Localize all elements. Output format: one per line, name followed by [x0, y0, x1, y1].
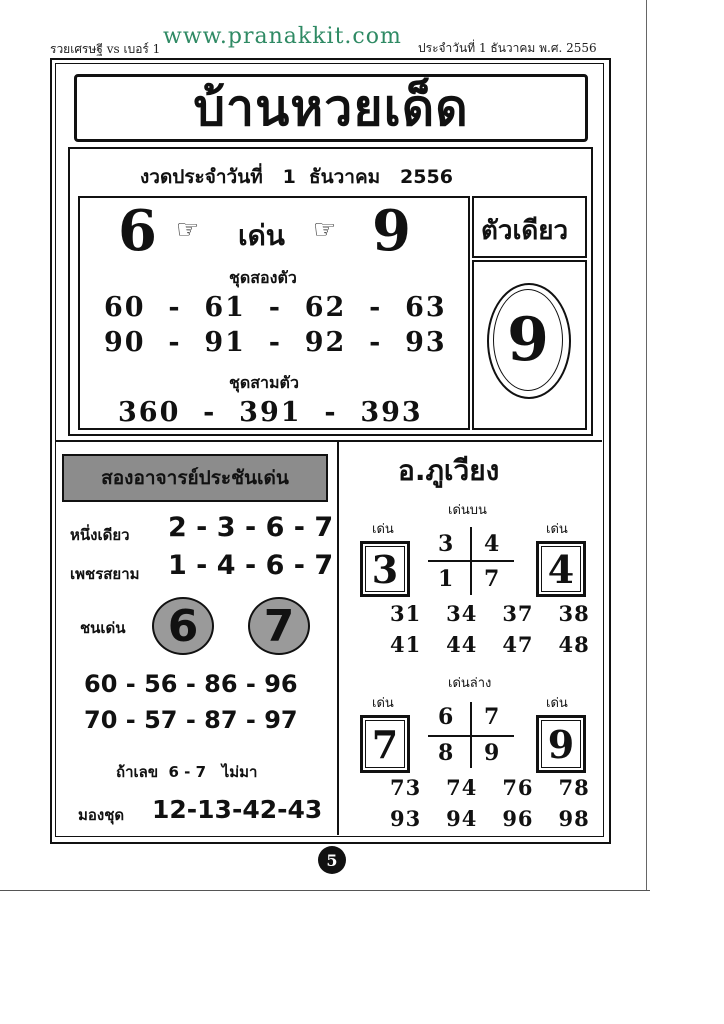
condition-note: ถ้าเลข 6 - 7 ไม่มา [116, 763, 258, 781]
upper-box-right [536, 541, 586, 597]
two-digit-row-1: 60 - 61 - 62 - 63 [104, 292, 447, 323]
lower-list-2: 93 94 96 98 [390, 806, 590, 831]
upper-list-2: 41 44 47 48 [390, 632, 590, 657]
line2-label: เพชรสยาม [70, 565, 140, 583]
lower-lead-label-right: เด่น [546, 696, 568, 711]
upper-lead-label-left: เด่น [372, 522, 394, 537]
page-number-badge [318, 846, 346, 874]
upper-lead-label-right: เด่น [546, 522, 568, 537]
lower-box-left-value: 7 [371, 721, 399, 767]
upper-box-left [360, 541, 410, 597]
page-right-edge [646, 0, 647, 890]
single-digit-label: ตัวเดียว [481, 216, 569, 246]
clash-circle-b [248, 597, 310, 655]
lead-word: เด่น [238, 219, 285, 252]
page-bottom-edge [0, 890, 650, 891]
lower-grid-cell: 8 [438, 740, 454, 766]
right-panel-heading: อ.ภูเวียง [398, 454, 500, 487]
upper-grid-cell: 3 [438, 531, 454, 557]
header-left-text: รวยเศรษฐี vs เบอร์ 1 [50, 42, 161, 56]
left-panel-banner [62, 454, 328, 502]
clash-number-b: 7 [263, 600, 295, 652]
line2-value: 1 - 4 - 6 - 7 [168, 550, 334, 581]
watch-set-value: 12-13-42-43 [152, 795, 323, 824]
clash-label: ชนเด่น [80, 619, 126, 637]
lower-box-left [360, 715, 410, 773]
clash-number-a: 6 [167, 600, 199, 652]
column-divider [337, 442, 339, 835]
single-digit-inner-oval [493, 289, 563, 391]
draw-date: งวดประจำวันที่ 1 ธันวาคม 2556 [140, 166, 453, 188]
lead-number-left: 6 [118, 198, 157, 264]
lower-grid-cell: 9 [484, 740, 500, 766]
upper-grid-cell: 1 [438, 566, 454, 592]
lower-box-right-value: 9 [547, 721, 575, 767]
lower-grid-cell: 6 [438, 704, 454, 730]
watch-set-label: มองชุด [78, 806, 125, 824]
upper-box-right-value: 4 [547, 546, 575, 592]
lower-lead-label-left: เด่น [372, 696, 394, 711]
lower-grid-horizontal-line [428, 735, 514, 737]
pointing-right-hand-icon: ☞ [176, 215, 200, 245]
upper-grid-cell: 4 [484, 531, 500, 557]
left-panel-banner-text: สองอาจารย์ประชันเด่น [101, 467, 289, 489]
upper-list-1: 31 34 37 38 [390, 601, 590, 626]
header-right-date: ประจำวันที่ 1 ธันวาคม พ.ศ. 2556 [418, 41, 597, 55]
page-title: บ้านหวยเด็ด [193, 78, 469, 137]
upper-box-left-value: 3 [371, 546, 399, 592]
title-box [74, 74, 588, 142]
pair-row-1: 60 - 56 - 86 - 96 [84, 670, 298, 698]
section-divider [55, 440, 602, 442]
upper-grid-horizontal-line [428, 560, 514, 562]
three-digit-row: 360 - 391 - 393 [118, 397, 423, 428]
header-site-url: www.pranakkit.com [163, 24, 402, 49]
upper-label: เด่นบน [448, 503, 487, 518]
page-number: 5 [326, 850, 338, 870]
line1-label: หนึ่งเดียว [70, 526, 130, 544]
two-digit-row-2: 90 - 91 - 92 - 93 [104, 327, 447, 358]
single-digit-value: 9 [507, 305, 549, 375]
lower-box-right [536, 715, 586, 773]
lower-grid-cell: 7 [484, 704, 500, 730]
three-digit-set-label: ชุดสามตัว [229, 373, 299, 392]
two-digit-set-label: ชุดสองตัว [229, 268, 297, 287]
pointing-right-hand-icon: ☞ [313, 215, 337, 245]
lower-label: เด่นล่าง [448, 676, 492, 691]
lower-list-1: 73 74 76 78 [390, 775, 590, 800]
clash-circle-a [152, 597, 214, 655]
line1-value: 2 - 3 - 6 - 7 [168, 512, 334, 543]
pair-row-2: 70 - 57 - 87 - 97 [84, 706, 298, 734]
lead-number-right: 9 [372, 198, 411, 264]
upper-grid-cell: 7 [484, 566, 500, 592]
